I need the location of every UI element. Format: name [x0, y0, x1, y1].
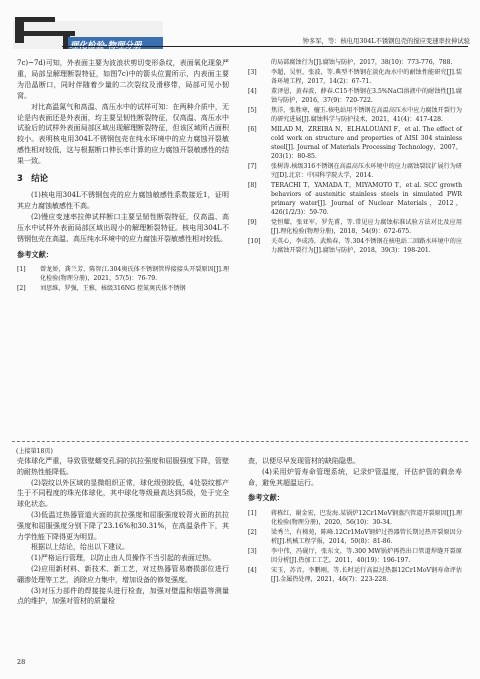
- reference-text: 董泽恩，黄春波，薛春.C15不锈钢在3.5%NaCl溶液中的耐蚀性[J].腐蚀与防护，2016，37(9)：720-722.: [271, 88, 462, 104]
- continuation-note: (上接第18页): [16, 448, 53, 455]
- reference-item: [248, 106, 462, 124]
- reference-number: [4]: [248, 567, 257, 575]
- reference-item: [248, 237, 462, 255]
- reference-item: [17, 284, 229, 293]
- reference-number: [4]: [248, 88, 257, 95]
- body-paragraph: (1)严格运行管理，以防止由人员操作不当引起的表面过热。: [31, 554, 216, 563]
- reference-number: [3]: [248, 69, 257, 76]
- reference-item: [17, 265, 229, 283]
- reference-number: [1]: [248, 510, 257, 518]
- body-paragraph: (3)低温过热器管道火面的抗拉强度和屈服强度较背火面的抗拉强度和屈服强度分别下降了23.16%和30.31%，在高温条件下，其力学性能下降得更为明显。: [17, 510, 229, 541]
- reference-number: [7]: [248, 163, 257, 170]
- reference-number: [10]: [248, 238, 261, 245]
- reference-text: 李超，吴恒，张波，等.典型不锈钢在淡化海水中的耐蚀性能研究[J].装备环境工程，2017，14(2)：67-71.: [271, 69, 462, 85]
- upper-right-column: [248, 58, 462, 256]
- reference-number: [5]: [248, 107, 257, 114]
- conclusion-item: (2)慢应变速率拉伸试样断口主要呈韧性断裂特征，仅高温、高压水中试样外表面局部区域出现小的解理断裂特征。核电用304L不锈钢包壳在高温、高压纯水环境中的应力腐蚀开裂敏感性相对较低。: [17, 212, 229, 243]
- reference-text: TERACHI T，YAMADA T，MIYAMOTO T，et al. SCC growth behaviors of austenitic stainless steels in simulated PWR primary water[J]. Journal of Nuclear Materials，2012，426(1/2/3)：59-70.: [271, 182, 462, 216]
- upper-left-column: [17, 58, 229, 294]
- reference-text: 党恒耀，张亚军，罗先甫，等.常见应力腐蚀标准试验方法对比及应用[J].理化检验(物理分册)，2018，54(9)：672-675.: [271, 219, 462, 235]
- reference-item: [248, 547, 462, 565]
- reference-text: 蒋栋红，谢金宏，巴发海.某锅炉12Cr1MoV钢蒸汽管道开裂原因[J].理化检验(物理分册)，2020，56(10)：30-34.: [271, 510, 462, 527]
- reference-item: [248, 181, 462, 217]
- reference-number: [1]: [17, 266, 26, 274]
- references-heading: 参考文献：: [17, 249, 53, 259]
- reference-item: [248, 162, 462, 180]
- body-paragraph: 对比高温氮气和高温、高压水中的试样可知：在两种介质中，无论是内表面还是外表面，均主要呈韧性断裂特征，仅高温、高压水中试验后的试样外表面局部区域出现解理断裂特征，但该区域所占面积较小。表明核电用304L不锈钢包壳在纯水环境中的应力腐蚀开裂敏感性相对较低，这与根据断口伸长率计算的应力腐蚀开裂敏感性的结果一致。: [17, 102, 229, 166]
- body-paragraph: 根据以上结论，给出以下建议。: [31, 543, 129, 552]
- reference-text: 张树涛.核级316不锈钢在高温高压水环境中的应力腐蚀裂纹扩展行为研究[D].北京：中国科学院大学，2014.: [271, 163, 462, 179]
- reference-item: [248, 528, 462, 546]
- body-paragraph: 7c)~7d)可知，外表面主要为波浪状剪切变形条纹，表面氧化现象严重，局部呈解理断裂特征，如图7c)中的箭头位置所示，内表面主要为沿晶断口，同时伴随着少量的二次裂纹及滑移带，局部可见小韧窝。: [17, 59, 229, 100]
- reference-text: 关英心，李成涛，武焕春，等.304不锈钢在核电站二回路水环境中的应力腐蚀开裂行为[J].腐蚀与防护，2018，39(3)：198-201.: [271, 238, 462, 254]
- reference-number: [9]: [248, 219, 257, 226]
- reference-text: 刘思维，罗强，王雅，核级316NG 控氮奥氏体不锈钢: [40, 285, 186, 293]
- reference-text: 宋玉，苏音，李鹏刚，等.长时运行高温过热器12Cr1MoV钢寿命评估[J].金属热处理，2021，46(7)：223-228.: [271, 567, 462, 584]
- body-paragraph: 查，以便尽早发现管材的缺陷隐患。: [248, 457, 360, 465]
- reference-list: [17, 265, 229, 293]
- reference-item: [248, 68, 462, 86]
- reference-text: 曾龙娇，龚兰芳，陈智江.304奥氏体不锈钢管焊接接头开裂原因[J].理化检验(物理分册)，2021，57(5)：76-79.: [40, 266, 229, 283]
- reference-item: [248, 58, 462, 67]
- header-rule: [62, 46, 468, 47]
- reference-number: [2]: [248, 529, 257, 537]
- body-paragraph: (2)裂纹以外区域的显微组织正常，球化级别较低，4处裂纹都产生于不同程度的珠光体球化，其中球化等级最高达到5级，处于完全球化状态。: [17, 478, 229, 509]
- reference-number: [8]: [248, 182, 257, 189]
- reference-text: 的局部腐蚀行为[J].腐蚀与防护，2017，38(10)：773-776，788.: [271, 59, 453, 66]
- lower-right-column: [248, 456, 462, 585]
- reference-text: 李中伟，冯砚厅，张东文，等.300 MW锅炉再热出口管道焊缝开裂原因分析[J].热加工工艺，2011，40(19)：196-197.: [271, 548, 462, 565]
- article-divider: [12, 441, 468, 442]
- running-title: 钟多军，等：核电用304L不锈钢包壳的搅应变速率拉伸试验: [302, 38, 470, 45]
- reference-number: [3]: [248, 548, 257, 556]
- body-paragraph: 壳体球化严重，导致管壁蠕变孔洞的抗拉强度和屈服强度下降，管壁的耐热性能降低。: [17, 457, 229, 476]
- reference-list: [248, 58, 462, 255]
- references-heading: 参考文献：: [248, 493, 284, 503]
- reference-item: [248, 87, 462, 105]
- reference-item: [248, 509, 462, 527]
- reference-item: [248, 218, 462, 236]
- reference-text: MILAD M，ZREIBA N，ELHALOUANI F，et al. The effect of cold work on structure and properties of AISI 304 stainless steel[J]. Journal of Materials Processing Technology，2007，203(1)：80-85.: [271, 126, 462, 160]
- reference-text: 梁秀兰，有梯苑，陈峰.12Cr1MoV钢炉过热器管长期过热开裂原因分析[J].机械工程学报，2014，50(8)：81-86.: [271, 529, 462, 546]
- body-paragraph: (2)应用新材料、新技术、新工艺，对过热器管易磨损部位进行硼渗处理等工艺，消除应力集中，增加设备的修复强度。: [17, 564, 229, 584]
- reference-number: [2]: [17, 285, 26, 293]
- journal-logo-text: 理化检验-物理分册: [70, 41, 142, 51]
- body-paragraph: (3)对压力部件的焊接接头进行检查，加强对壁温和烟温等测量点的维护，加强对管材的质量检: [17, 586, 229, 606]
- reference-number: [6]: [248, 126, 257, 133]
- section-heading-conclusion: 3 结论: [17, 173, 48, 184]
- reference-text: 焦洋，张胜寒，檀玉.核电站用不锈钢在高温高压水中应力腐蚀开裂行为的研究进展[J].腐蚀科学与防护技术，2021，41(4)：417-428.: [271, 107, 462, 123]
- page-number: 28: [17, 658, 26, 666]
- reference-list: [248, 509, 462, 584]
- lower-left-column: [17, 456, 229, 607]
- reference-item: [248, 125, 462, 161]
- reference-item: [248, 566, 462, 584]
- body-paragraph: (4)采用炉管寿命管理系统，记录炉管温度，评估炉管的剩余寿命，避免其超温运行。: [248, 467, 462, 487]
- conclusion-item: (1)核电用304L不锈钢包壳的应力腐蚀敏感性系数接近1，证明其应力腐蚀敏感性不高。: [17, 190, 229, 210]
